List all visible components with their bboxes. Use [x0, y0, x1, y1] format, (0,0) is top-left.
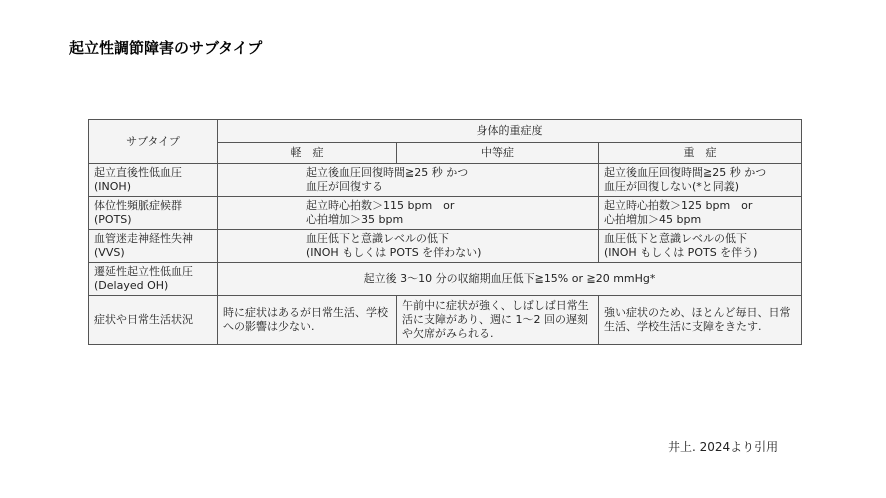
cell-line: 起立時心拍数＞125 bpm or [604, 199, 753, 212]
inoh-severe-cell [599, 164, 802, 197]
delayed-oh-criteria-cell: 起立後 3～10 分の収縮期血圧低下≧15% or ≧20 mmHg* [218, 263, 802, 296]
pots-severe-cell [599, 197, 802, 230]
subtype-table [88, 119, 802, 345]
severity-mild: 軽 症 [218, 143, 397, 164]
daily-life-moderate-cell [397, 296, 599, 345]
subtype-header: サブタイプ [89, 120, 218, 164]
row-label-daily-life: 症状や日常生活状況 [89, 296, 218, 345]
row-label-delayed-oh [89, 263, 218, 296]
cell-line: 心拍増加＞45 bpm [604, 213, 702, 226]
row-label-line: (Delayed OH) [94, 279, 169, 292]
table-row-inoh [89, 164, 802, 197]
cell-line: 起立後血圧回復時間≧25 秒 かつ [306, 166, 469, 179]
cell-line: 血圧が回復しない(*と同義) [604, 180, 740, 193]
cell-line: (INOH もしくは POTS を伴わない) [306, 246, 482, 259]
table-row-pots [89, 197, 802, 230]
row-label-line: 起立直後性低血圧 [94, 166, 182, 179]
cell-line: 血圧低下と意識レベルの低下 [604, 232, 747, 245]
row-label-line: 体位性頻脈症候群 [94, 199, 182, 212]
cell-text: 強い症状のため、ほとんど毎日、日常生活、学校生活に支障をきたす. [604, 306, 791, 333]
cell-line: 血圧低下と意識レベルの低下 [306, 232, 449, 245]
table-row-vvs [89, 230, 802, 263]
table-row-delayed-oh [89, 263, 802, 296]
cell-line: 起立後血圧回復時間≧25 秒 かつ [604, 166, 767, 179]
cell-text: 時に症状はあるが日常生活、学校への影響は少ない. [223, 306, 388, 333]
row-label-line: (VVS) [94, 246, 125, 259]
cell-line: (INOH もしくは POTS を伴う) [604, 246, 758, 259]
cell-line: 起立時心拍数＞115 bpm or [306, 199, 455, 212]
row-label-line: (POTS) [94, 213, 132, 226]
severity-header: 身体的重症度 [218, 120, 802, 143]
severity-severe: 重 症 [599, 143, 802, 164]
severity-moderate: 中等症 [397, 143, 599, 164]
cell-text: 午前中に症状が強く、しばしば日常生活に支障があり、週に 1～2 回の遅刻や欠席がみられる. [402, 299, 589, 340]
slide-title: 起立性調節障害のサブタイプ [69, 39, 263, 57]
cell-line: 血圧が回復する [306, 180, 383, 193]
vvs-mild-moderate-cell [218, 230, 599, 263]
row-label-line: 遷延性起立性低血圧 [94, 265, 193, 278]
citation: 井上. 2024より引用 [668, 440, 779, 454]
row-label-pots [89, 197, 218, 230]
row-label-vvs [89, 230, 218, 263]
cell-line: 心拍増加＞35 bpm [306, 213, 404, 226]
table-header-row [89, 120, 802, 143]
inoh-mild-moderate-cell [218, 164, 599, 197]
row-label-line: (INOH) [94, 180, 131, 193]
table-row-daily-life [89, 296, 802, 345]
row-label-line: 血管迷走神経性失神 [94, 232, 193, 245]
daily-life-mild-cell [218, 296, 397, 345]
daily-life-severe-cell [599, 296, 802, 345]
vvs-severe-cell [599, 230, 802, 263]
row-label-inoh [89, 164, 218, 197]
pots-mild-moderate-cell [218, 197, 599, 230]
